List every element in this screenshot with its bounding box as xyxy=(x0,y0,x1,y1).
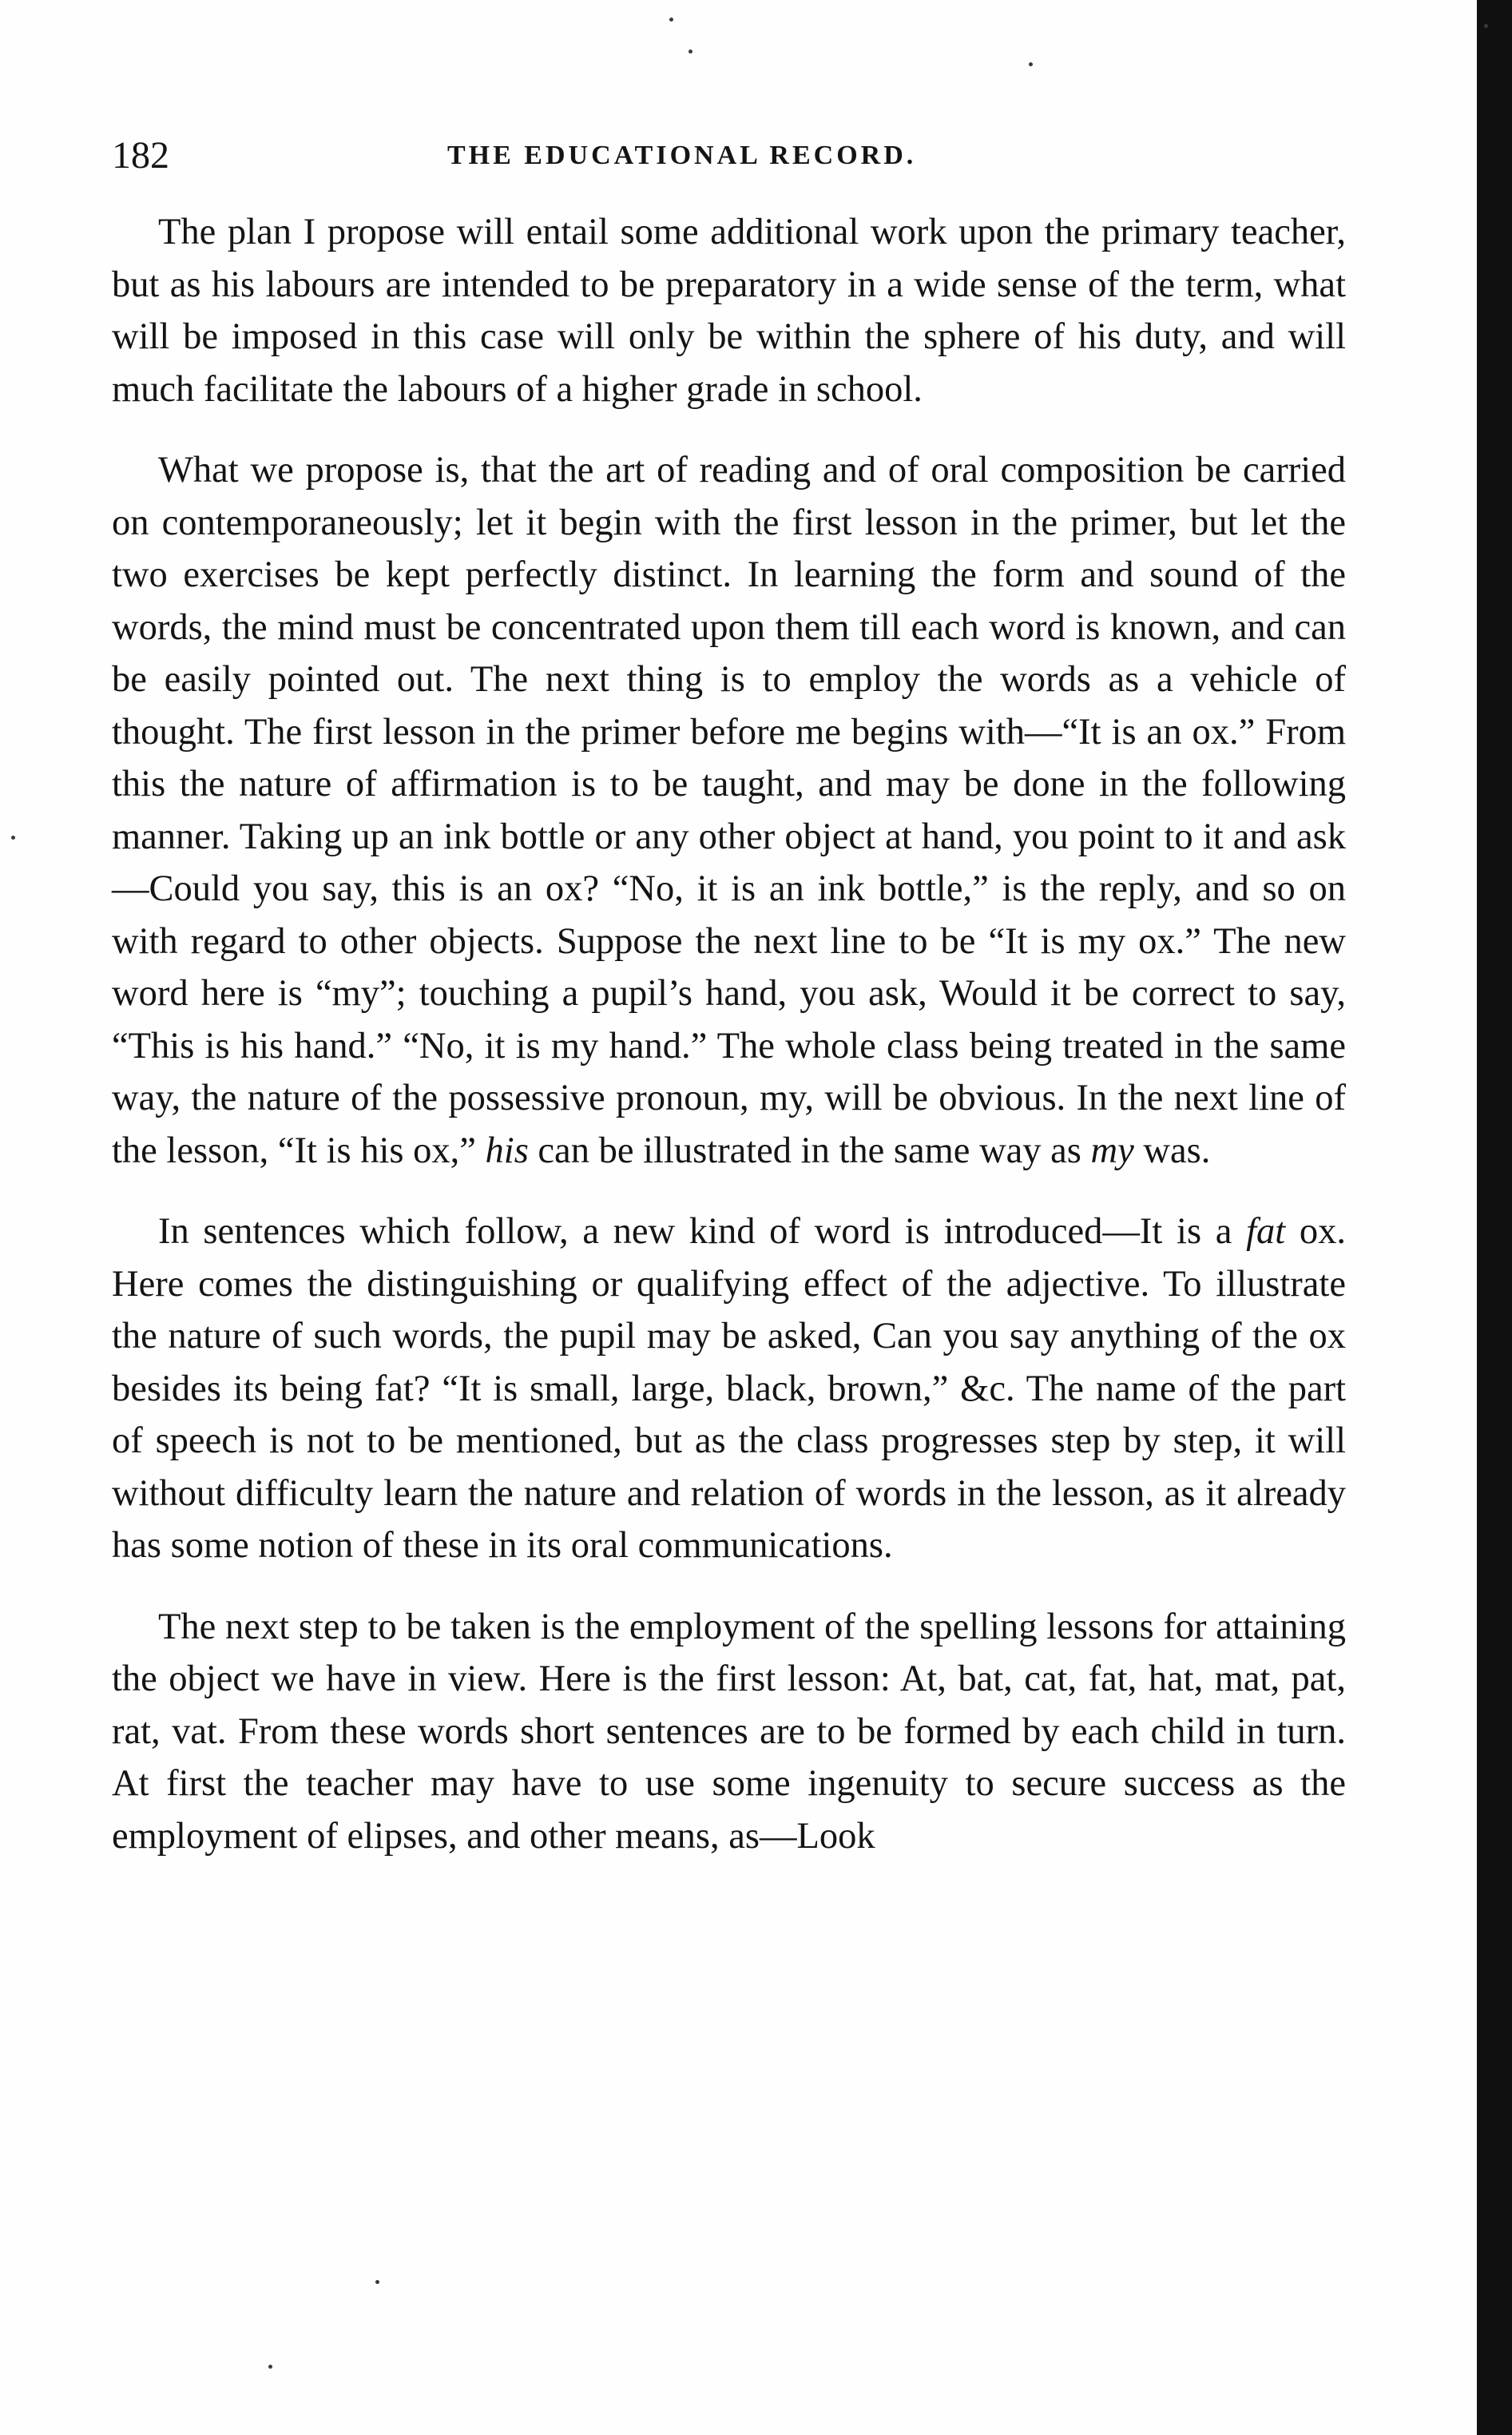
body-text xyxy=(112,206,1346,1862)
scan-speck xyxy=(1484,24,1488,28)
italic-word: his xyxy=(485,1130,529,1171)
scan-edge-shadow xyxy=(1477,0,1512,2435)
scan-speck xyxy=(1029,62,1033,66)
scan-speck xyxy=(689,50,693,54)
running-title: THE EDUCATIONAL RECORD. xyxy=(447,141,917,170)
scan-speck xyxy=(669,18,673,22)
scan-speck xyxy=(375,2280,379,2284)
paragraph-text: The next step to be taken is the employment of the spelling lessons for attaining the object we have in view. Here is the first lesson: At, bat, cat, fat, hat, mat, pat, rat, vat. From these words short sentences are to be formed by each child in turn. At first the teacher may have to use some ingenuity to secure success as the employment of elipses, and other means, as—Look xyxy=(112,1606,1346,1857)
scan-speck xyxy=(268,2365,272,2369)
scan-speck xyxy=(11,836,15,840)
paragraph-text: ox. Here comes the distinguishing or qualifying effect of the adjective. To illustrate the nature of such words, the pupil may be asked, Can you say anything of the ox besides its being fat? “It is small, large, black, brown,” &c. The name of the part of speech is not to be mentioned, but as the class progresses step by step, it will without difficulty learn the nature and relation of words in the lesson, as it already has some notion of these in its oral communications. xyxy=(112,1211,1346,1566)
paragraph-text: was. xyxy=(1133,1130,1211,1171)
italic-word: fat xyxy=(1246,1211,1286,1252)
page-number: 182 xyxy=(112,134,169,177)
paragraph-text: What we propose is, that the art of reading and of oral composition be carried on contemporaneously; let it begin with the first lesson in the primer, but let the two exercises be kept perfectly distinct. In learning the form and sound of the words, the mind must be concentrated upon them till each word is known, and can be easily pointed out. The next thing is to employ the words as a vehicle of thought. The first lesson in the primer before me begins with—“It is an ox.” From this the nature of affirmation is to be taught, and may be done in the following manner. Taking up an ink bottle or any other object at hand, you point to it and ask—Could you say, this is an ox? “No, it is an ink bottle,” is the reply, and so on with regard to other objects. Suppose the next line to be “It is my ox.” The new word here is “my”; touching a pupil’s hand, you ask, Would it be correct to say, “This is his hand.” “No, it is my hand.” The whole class being treated in the same way, the nature of the possessive pronoun, my, will be obvious. In the next line of the lesson, “It is his ox,” xyxy=(112,450,1346,1171)
paragraph-text: can be illustrated in the same way as xyxy=(528,1130,1091,1171)
paragraph xyxy=(112,1206,1346,1572)
paragraph xyxy=(112,206,1346,415)
paragraph-text: In sentences which follow, a new kind of word is introduced—It is a xyxy=(158,1211,1247,1252)
paragraph xyxy=(112,1601,1346,1863)
paragraph-text: The plan I propose will entail some additional work upon the primary teacher, but as his labours are intended to be preparatory in a wide sense of the term, what will be imposed in this case will only be within the sphere of his duty, and will much facilitate the labours of a higher grade in school. xyxy=(112,212,1346,410)
paragraph xyxy=(112,444,1346,1177)
page-header xyxy=(112,128,1358,184)
italic-word: my xyxy=(1090,1130,1134,1171)
